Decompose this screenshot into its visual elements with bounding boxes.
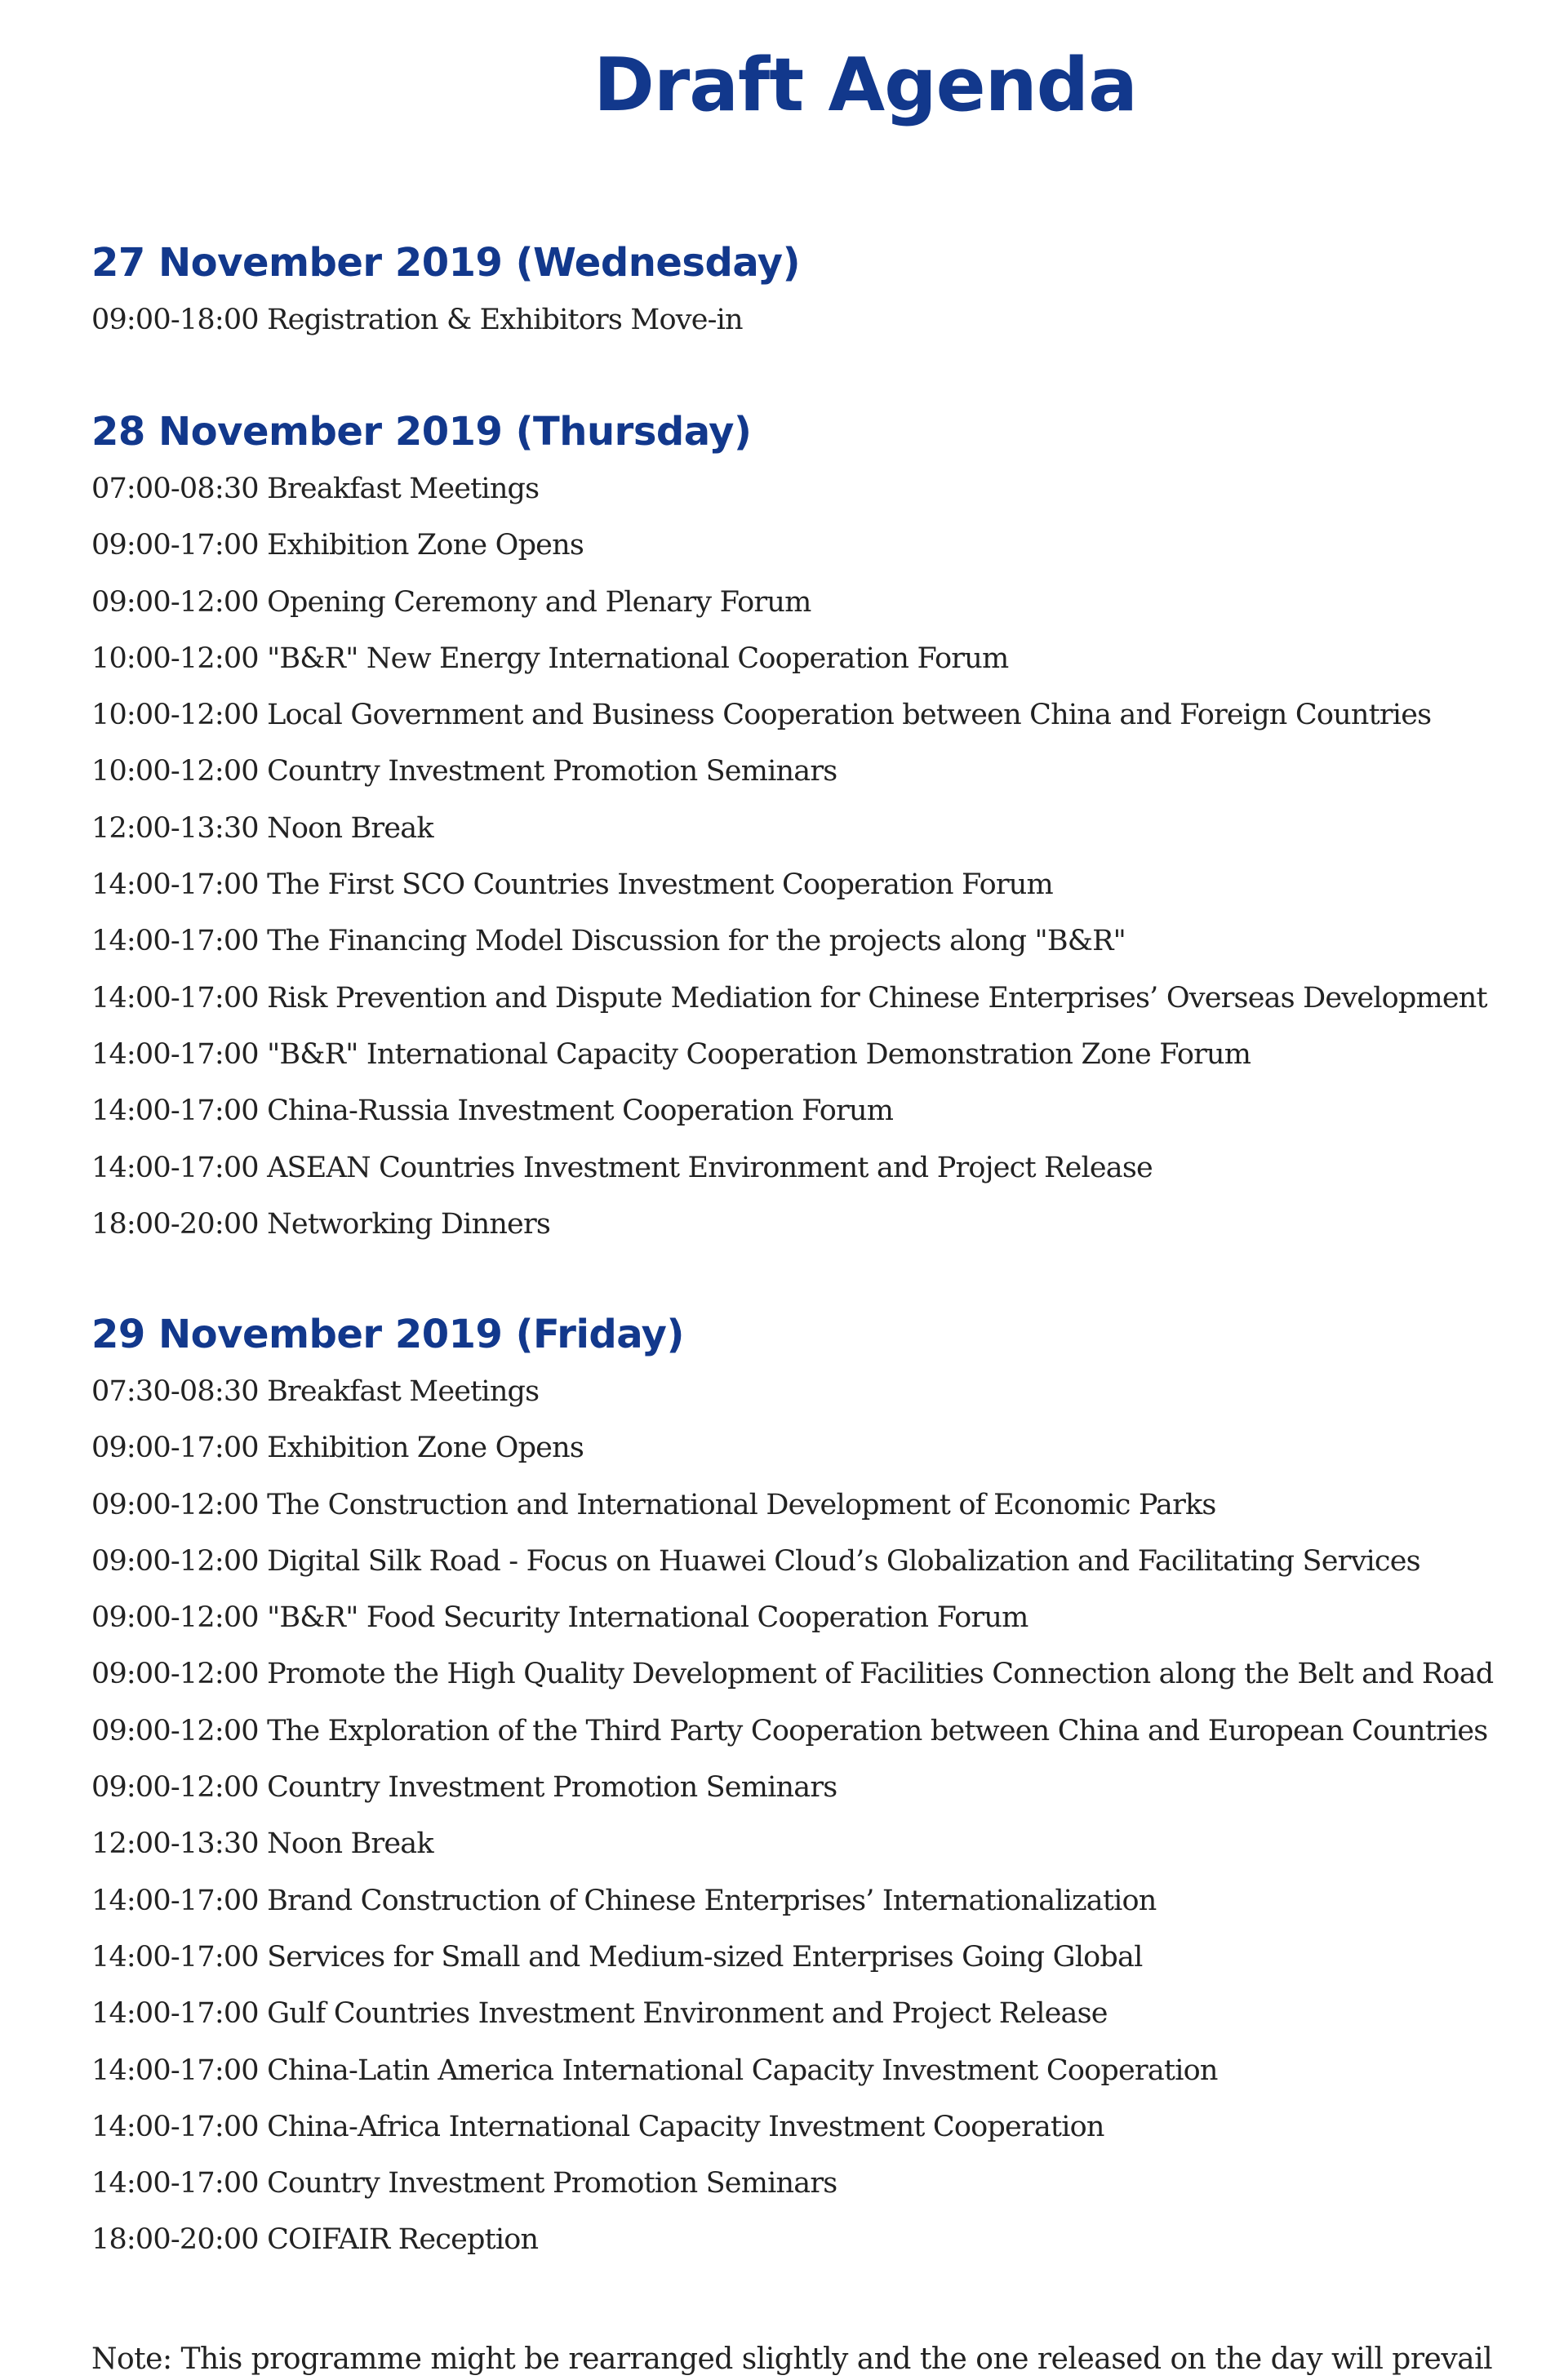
agenda-item: 09:00-12:00 "B&R" Food Security International Cooperation Forum xyxy=(91,1601,1029,1635)
agenda-item: 10:00-12:00 "B&R" New Energy International Cooperation Forum xyxy=(91,642,1009,675)
agenda-item: 14:00-17:00 China-Russia Investment Cooperation Forum xyxy=(91,1095,894,1128)
agenda-item: 09:00-12:00 Country Investment Promotion Seminars xyxy=(91,1771,837,1805)
day-section-wednesday xyxy=(91,237,1528,349)
day-section-thursday xyxy=(91,406,1528,1253)
agenda-item: 09:00-12:00 The Construction and International Development of Economic Parks xyxy=(91,1488,1216,1521)
page-title: Draft Agenda xyxy=(593,42,1137,128)
agenda-item: 14:00-17:00 Gulf Countries Investment Environment and Project Release xyxy=(91,1997,1108,2031)
day-heading: 28 November 2019 (Thursday) xyxy=(91,409,752,455)
agenda-item: 10:00-12:00 Country Investment Promotion Seminars xyxy=(91,755,837,788)
agenda-item: 12:00-13:30 Noon Break xyxy=(91,811,433,845)
agenda-item: 14:00-17:00 The First SCO Countries Investment Cooperation Forum xyxy=(91,868,1053,902)
agenda-item: 14:00-17:00 Services for Small and Medium-sized Enterprises Going Global xyxy=(91,1940,1143,1974)
agenda-list xyxy=(91,292,1528,349)
agenda-item: 10:00-12:00 Local Government and Business Cooperation between China and Foreign Countries xyxy=(91,699,1432,732)
agenda-item: 09:00-12:00 Promote the High Quality Development of Facilities Connection along the Belt and Road xyxy=(91,1658,1494,1691)
agenda-item: 14:00-17:00 The Financing Model Discussion for the projects along "B&R" xyxy=(91,925,1126,958)
agenda-item: 14:00-17:00 China-Africa International Capacity Investment Cooperation xyxy=(91,2110,1104,2143)
day-heading: 29 November 2019 (Friday) xyxy=(91,1312,684,1357)
agenda-item: 18:00-20:00 Networking Dinners xyxy=(91,1207,551,1241)
agenda-list xyxy=(91,1364,1528,2269)
agenda-item: 18:00-20:00 COIFAIR Reception xyxy=(91,2223,539,2257)
agenda-item: 14:00-17:00 Brand Construction of Chinese Enterprises’ Internationalization xyxy=(91,1884,1157,1917)
agenda-list xyxy=(91,461,1528,1253)
agenda-item: 07:30-08:30 Breakfast Meetings xyxy=(91,1375,540,1408)
agenda-item: 09:00-12:00 Opening Ceremony and Plenary Forum xyxy=(91,585,811,619)
agenda-item: 09:00-17:00 Exhibition Zone Opens xyxy=(91,1432,584,1465)
agenda-item: 14:00-17:00 Country Investment Promotion Seminars xyxy=(91,2167,837,2200)
programme-note: Note: This programme might be rearranged slightly and the one released on the day will prevail xyxy=(91,2342,1493,2376)
agenda-item: 14:00-17:00 Risk Prevention and Dispute Mediation for Chinese Enterprises’ Overseas Development xyxy=(91,981,1487,1015)
day-section-friday xyxy=(91,1308,1528,2269)
agenda-item: 14:00-17:00 "B&R" International Capacity Cooperation Demonstration Zone Forum xyxy=(91,1037,1251,1071)
agenda-item: 09:00-12:00 The Exploration of the Third Party Cooperation between China and European Countries xyxy=(91,1714,1488,1747)
agenda-item: 14:00-17:00 ASEAN Countries Investment Environment and Project Release xyxy=(91,1151,1153,1184)
agenda-item: 12:00-13:30 Noon Break xyxy=(91,1827,433,1861)
agenda-item: 07:00-08:30 Breakfast Meetings xyxy=(91,473,540,505)
agenda-item: 09:00-17:00 Exhibition Zone Opens xyxy=(91,529,584,562)
agenda-item: 09:00-18:00 Registration & Exhibitors Move-in xyxy=(91,304,743,336)
agenda-item: 09:00-12:00 Digital Silk Road - Focus on Huawei Cloud’s Globalization and Facilitating Services xyxy=(91,1544,1420,1578)
agenda-item: 14:00-17:00 China-Latin America International Capacity Investment Cooperation xyxy=(91,2054,1218,2087)
day-heading: 27 November 2019 (Wednesday) xyxy=(91,240,800,286)
